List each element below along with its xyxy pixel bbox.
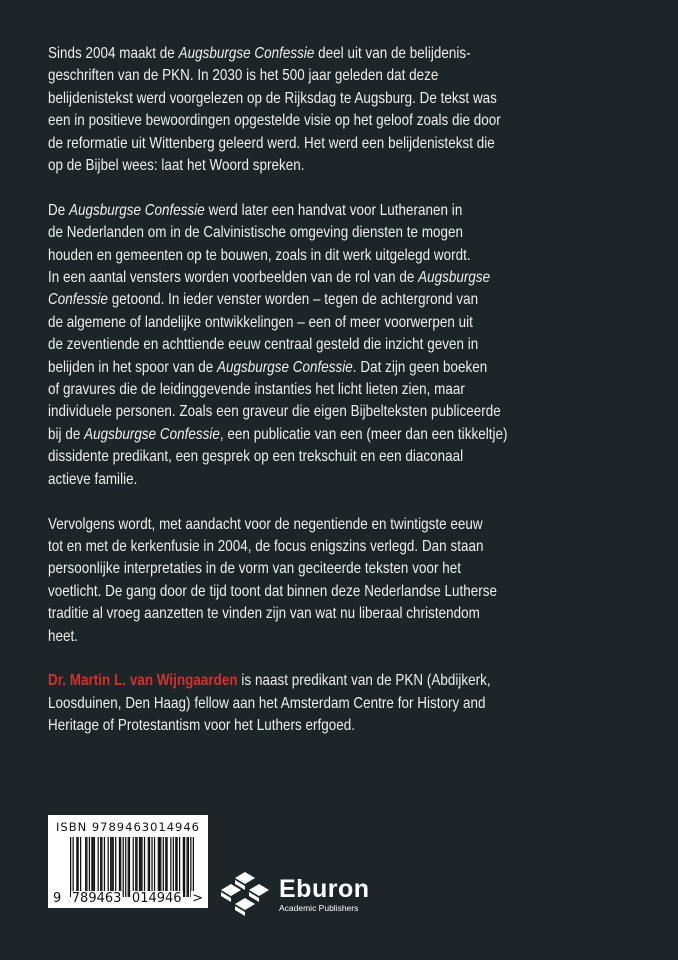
barcode-bar (139, 837, 140, 897)
text-line (48, 88, 581, 110)
text-segment: dissidente predikant, een gesprek op een trekschuit en een diaconaal (48, 448, 464, 466)
barcode-bar (144, 837, 145, 897)
barcode-bar (78, 837, 79, 897)
text-segment: Heritage of Protestantism voor het Luthers erfgoed. (48, 717, 356, 735)
barcode-bar (91, 837, 92, 897)
barcode-bar (73, 837, 74, 897)
text-segment: traditie al vroeg aanzetten te vinden zijn van wat nu liberaal christendom (48, 605, 480, 623)
italic-title: Augsburgse Confessie (84, 425, 220, 443)
barcode-bar (140, 837, 141, 897)
barcode-bars (70, 837, 194, 897)
barcode-bar (133, 837, 134, 897)
text-segment: of gravures die de leidinggevende instanties het licht lieten zien, maar (48, 381, 465, 399)
isbn-digit-group: 014946 (131, 891, 182, 906)
barcode-bar (135, 837, 136, 897)
text-segment: op de Bijbel wees: laat het Woord spreken. (48, 157, 305, 175)
barcode-bar (163, 837, 164, 897)
text-line (48, 267, 581, 289)
isbn-digit-group: 789463 (71, 891, 122, 906)
text-line (48, 446, 581, 468)
text-segment: houden en gemeenten op te bouwen, zoals in dit werk uitgelegd wordt. (48, 246, 471, 264)
barcode-bar (70, 837, 71, 897)
paragraph (48, 200, 668, 491)
text-line (48, 715, 581, 737)
barcode-bar (136, 837, 137, 897)
barcode-bar (165, 837, 166, 897)
text-segment: voetlicht. De gang door de tijd toont dat binnen deze Nederlandse Lutherse (48, 582, 498, 600)
barcode-bar (101, 837, 102, 897)
text-segment: werd later een handvat voor Lutheranen in (204, 201, 463, 219)
barcode-bar (85, 837, 86, 897)
text-segment: de reformatie uit Wittenberg geleerd werd. Het werd een belijdenistekst die (48, 134, 495, 152)
text-line (48, 581, 581, 603)
text-segment: In een aantal vensters worden voorbeelden van de rol van de (48, 269, 419, 287)
barcode-bar (166, 837, 167, 897)
text-line (48, 626, 581, 648)
text-line (48, 334, 581, 356)
text-line (48, 401, 581, 423)
barcode-bar (148, 837, 149, 897)
barcode-bar (113, 837, 114, 897)
back-cover-text (48, 43, 668, 760)
barcode-bar (123, 837, 124, 897)
publisher-name: Eburon (279, 875, 370, 903)
text-segment: een in positieve bewoordingen opgestelde visie op het geloof zoals die door (48, 112, 501, 130)
isbn-barcode (48, 815, 208, 908)
barcode-bar (151, 837, 152, 897)
barcode-bar (149, 837, 150, 897)
text-segment: de zeventiende en achttiende eeuw centraal gesteld die inzicht geven in (48, 336, 479, 354)
text-line (48, 110, 581, 132)
isbn-digit-group: 9 (53, 891, 62, 906)
barcode-bar (89, 837, 90, 897)
text-line (48, 245, 581, 267)
text-segment: Loosduinen, Den Haag) fellow aan het Amsterdam Centre for History and (48, 694, 486, 712)
barcode-bar (93, 837, 94, 897)
text-line (48, 558, 581, 580)
paragraph (48, 43, 668, 177)
barcode-bar (110, 837, 111, 897)
barcode-bar (190, 837, 191, 897)
text-line (48, 693, 581, 715)
text-line (48, 222, 581, 244)
publisher-subtitle: Academic Publishers (279, 903, 359, 913)
barcode-bar (175, 837, 176, 897)
barcode-bar (141, 837, 142, 897)
text-line (48, 536, 581, 558)
barcode-bar (128, 837, 129, 897)
text-segment: heet. (48, 627, 79, 645)
text-line (48, 514, 581, 536)
barcode-bar (119, 837, 120, 897)
text-segment: individuele personen. Zoals een graveur die eigen Bijbelteksten publiceerde (48, 403, 501, 421)
italic-title: Augsburgse Confessie (178, 45, 315, 62)
barcode-bar (104, 837, 105, 897)
barcode-bar (115, 837, 116, 897)
text-segment: geschriften van de PKN. In 2030 is het 500 jaar geleden dat deze (48, 67, 439, 85)
text-segment: De (48, 201, 70, 219)
text-segment: actieve familie. (48, 470, 138, 488)
text-line (48, 469, 581, 491)
text-segment: getoond. In ieder venster worden – tegen de achtergrond van (108, 291, 479, 309)
barcode-bar (120, 837, 121, 897)
barcode-bar (94, 837, 95, 897)
publisher-logo (219, 870, 370, 920)
text-segment: belijdenistekst werd voorgelezen op de Rijksdag te Augsburg. De tekst was (48, 89, 497, 107)
text-segment: belijden in het spoor van de (48, 358, 218, 376)
barcode-bar (159, 837, 160, 897)
barcode-bar (154, 837, 155, 897)
barcode-bar (125, 837, 126, 897)
text-segment: . Dat zijn geen boeken (352, 358, 488, 376)
italic-title: Augsburgse Confessie (69, 201, 205, 219)
text-line (48, 357, 581, 379)
barcode-bar (184, 837, 185, 897)
text-line (48, 312, 581, 334)
text-line (48, 133, 581, 155)
barcode-bar (179, 837, 180, 897)
barcode-bar (98, 837, 99, 897)
barcode-bar (176, 837, 177, 897)
barcode-bar (86, 837, 87, 897)
isbn-digits (52, 891, 204, 906)
barcode-bar (160, 837, 161, 897)
barcode-bar (158, 837, 159, 897)
isbn-digit-group: > (192, 891, 203, 906)
text-line (48, 65, 581, 87)
text-segment: Sinds 2004 maakt de (48, 45, 179, 62)
paragraph (48, 514, 668, 648)
paragraph (48, 670, 668, 737)
isbn-label: ISBN 9789463014946 (56, 820, 200, 834)
text-segment: deel uit van de belijdenis- (314, 45, 471, 62)
barcode-bar (193, 837, 194, 897)
text-line (48, 200, 581, 222)
barcode-bar (188, 837, 189, 897)
barcode-bar (173, 837, 174, 897)
text-line (48, 43, 581, 65)
italic-title: Augsburgse Confessie (217, 358, 353, 376)
barcode-bar (80, 837, 81, 897)
barcode-bar (76, 837, 77, 897)
text-line (48, 379, 581, 401)
italic-title: Augsburgse (418, 269, 491, 287)
text-segment: , een publicatie van een (meer dan een tikkeltje) (219, 425, 508, 443)
text-segment: Vervolgens wordt, met aandacht voor de negentiende en twintigste eeuw (48, 515, 483, 533)
text-segment: persoonlijke interpretaties in de vorm van geciteerde teksten voor het (48, 560, 462, 578)
text-segment: de algemene of landelijke ontwikkelingen – een of meer voorwerpen uit (48, 313, 473, 331)
text-segment: is naast predikant van de PKN (Abdijkerk, (237, 672, 491, 690)
text-segment: tot en met de kerkenfusie in 2004, de focus enigszins verlegd. Dan staan (48, 537, 484, 555)
text-line (48, 603, 581, 625)
italic-title: Confessie (48, 291, 109, 309)
text-segment: bij de (48, 425, 85, 443)
text-line (48, 289, 581, 311)
text-line (48, 424, 581, 446)
barcode-bar (170, 837, 171, 897)
barcode-bar (100, 837, 101, 897)
author-name: Dr. Martin L. van Wijngaarden (48, 672, 238, 690)
barcode-bar (186, 837, 187, 897)
text-segment: de Nederlanden om in de Calvinistische omgeving diensten te mogen (48, 224, 464, 242)
barcode-bar (183, 837, 184, 897)
text-line (48, 155, 581, 177)
text-line (48, 670, 581, 692)
eburon-books-icon (219, 870, 271, 920)
barcode-bar (108, 837, 109, 897)
barcode-bar (111, 837, 112, 897)
barcode-bar (129, 837, 130, 897)
